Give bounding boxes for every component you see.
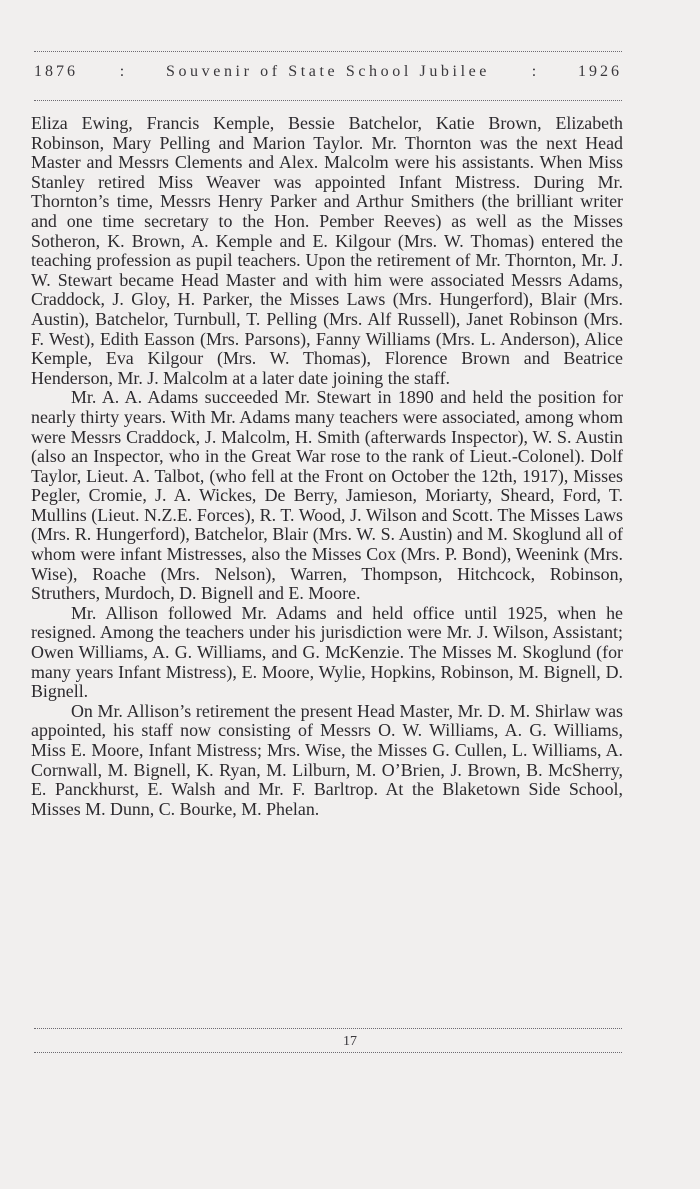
header-title: Souvenir of State School Jubilee — [165, 63, 491, 80]
header-rule — [34, 100, 622, 101]
body-text — [31, 114, 623, 819]
paragraph-2: Mr. A. A. Adams succeeded Mr. Stewart in 1890 and held the position for nearly thirty years. With Mr. Adams many teachers were associated, among whom were Messrs Craddock, J. Malcolm, H. Smith (afterwards Inspector), W. S. Austin (also an Inspector, who in the Great War rose to the rank of Lieut.-Colonel). Dolf Taylor, Lieut. A. Talbot, (who fell at the Front on October the 12th, 1917), Misses Pegler, Cromie, J. A. Wickes, De Berry, Jamieson, Moriarty, Sheard, Ford, T. Mullins (Lieut. N.Z.E. Forces), R. T. Wood, J. Wilson and Scott. The Misses Laws (Mrs. R. Hungerford), Batchelor, Blair (Mrs. W. S. Austin) and M. Skoglund all of whom were infant Mistresses, also the Misses Cox (Mrs. P. Bond), Weenink (Mrs. Wise), Roache (Mrs. Nelson), Warren, Thompson, Hitchcock, Robinson, Struthers, Murdoch, D. Bignell and E. Moore. — [31, 387, 623, 604]
header-year-start: 1876 — [34, 63, 78, 80]
bottom-rule — [34, 1052, 622, 1053]
paragraph-3: Mr. Allison followed Mr. Adams and held office until 1925, when he resigned. Among the teachers under his jurisdiction were Mr. J. Wilson, Assistant; Owen Williams, A. G. Williams, and G. McKenzie. The Misses M. Skoglund (for many years Infant Mistress), E. Moore, Wylie, Hopkins, Robinson, M. Bignell, D. Bignell. — [31, 602, 623, 702]
paragraph-4: On Mr. Allison’s retirement the present Head Master, Mr. D. M. Shirlaw was appointed, his staff now consisting of Messrs O. W. Williams, A. G. Williams, Miss E. Moore, Infant Mistress; Mrs. Wise, the Misses G. Cullen, L. Williams, A. Cornwall, M. Bignell, K. Ryan, M. Lilburn, M. O’Brien, J. Brown, B. McSherry, E. Panckhurst, E. Walsh and Mr. F. Barltrop. At the Blaketown Side School, Misses M. Dunn, C. Bourke, M. Phelan. — [31, 700, 623, 819]
footer-rule — [34, 1028, 622, 1029]
page-number: 17 — [343, 1034, 357, 1049]
header-separator-right: : — [531, 63, 537, 80]
top-rule — [34, 51, 622, 52]
header-year-end: 1926 — [577, 63, 622, 80]
header-separator-left: : — [119, 63, 125, 80]
running-header — [34, 63, 622, 81]
paragraph-1: Eliza Ewing, Francis Kemple, Bessie Batchelor, Katie Brown, Elizabeth Robinson, Mary Pelling and Marion Taylor. Mr. Thornton was the next Head Master and Messrs Clements and Alex. Malcolm were his assistants. When Miss Stanley retired Miss Weaver was appointed Infant Mistress. During Mr. Thornton’s time, Messrs Henry Parker and Arthur Smithers (the brilliant writer and one time secretary to the Hon. Pember Reeves) as well as the Misses Sotheron, K. Brown, A. Kemple and E. Kilgour (Mrs. W. Thomas) entered the teaching profession as pupil teachers. Upon the retirement of Mr. Thornton, Mr. J. W. Stewart became Head Master and with him were associated Messrs Adams, Craddock, J. Gloy, H. Parker, the Misses Laws (Mrs. Hungerford), Blair (Mrs. Austin), Batchelor, Turnbull, T. Pelling (Mrs. Alf Russell), Janet Robinson (Mrs. F. West), Edith Easson (Mrs. Parsons), Fanny Williams (Mrs. L. Anderson), Alice Kemple, Eva Kilgour (Mrs. W. Thomas), Florence Brown and Beatrice Henderson, Mr. J. Malcolm at a later date joining the staff. — [31, 113, 623, 388]
